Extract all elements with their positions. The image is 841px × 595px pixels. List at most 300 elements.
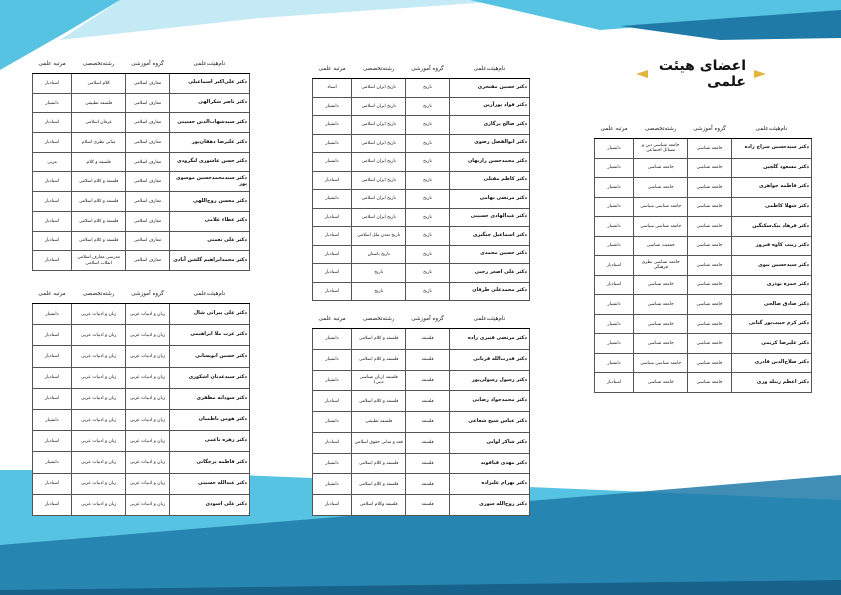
department-cell: جامعه شناسی: [688, 139, 731, 159]
table-row: [33, 152, 250, 172]
column-header: نام‌هیئت‌علمی: [449, 310, 529, 329]
specialty-cell: فلسفه و کلام اسلامی: [352, 329, 406, 350]
department-cell: معارف اسلامی: [126, 152, 169, 172]
rank-cell: استادیار: [33, 113, 72, 133]
column-header: نام‌هیئت‌علمی: [169, 55, 249, 74]
table-row: [33, 211, 250, 231]
rank-cell: استادیار: [313, 432, 352, 453]
department-cell: معارف اسلامی: [126, 133, 169, 153]
table-row: [595, 314, 812, 334]
rank-cell: استادیار: [33, 74, 72, 94]
faculty-name-cell: دکتر عباس شیخ شعاعی: [449, 412, 529, 433]
faculty-name-cell: دکتر علی اسودی: [169, 494, 249, 515]
specialty-cell: کلام اسلامی: [72, 74, 126, 94]
specialty-cell: فلسفه و کلام اسلامی: [352, 349, 406, 370]
rank-cell: استادیار: [313, 391, 352, 412]
rank-cell: استادیار: [313, 282, 352, 301]
department-cell: جامعه شناسی: [688, 256, 731, 276]
faculty-name-cell: دکتر سودابه مظفری: [169, 388, 249, 409]
department-cell: معارف اسلامی: [126, 251, 169, 271]
column-header: رشته‌تخصصی: [634, 120, 688, 139]
faculty-name-cell: دکتر فرهاد بیک‌سکنگین: [731, 217, 811, 237]
column-header: رشته‌تخصصی: [72, 55, 126, 74]
specialty-cell: جامعه شناسی: [634, 314, 688, 334]
rank-cell: استادیار: [33, 494, 72, 515]
column-header: نام‌هیئت‌علمی: [731, 120, 811, 139]
faculty-name-cell: دکتر رسول رسولی‌پور: [449, 370, 529, 391]
rank-cell: دانشیار: [313, 97, 352, 116]
rank-cell: استادیار: [33, 473, 72, 494]
specialty-cell: زبان و ادبیات عربی: [72, 346, 126, 367]
table-row: [313, 97, 530, 116]
faculty-name-cell: دکتر عطاء غلامی: [169, 211, 249, 231]
column-header: مرتبه علمی: [33, 285, 72, 304]
faculty-name-cell: دکتر فاطمه پرچگانی: [169, 452, 249, 473]
column-header: گروه آموزشی: [126, 285, 169, 304]
specialty-cell: جامعه شناسی سیاسی: [634, 217, 688, 237]
specialty-cell: جامعه شناسی: [634, 373, 688, 393]
table-row: [33, 325, 250, 346]
specialty-cell: زبان و ادبیات عربی: [72, 304, 126, 325]
faculty-name-cell: دکتر علی پیرانی شال: [169, 304, 249, 325]
rank-cell: استادیار: [313, 227, 352, 246]
specialty-cell: زبان و ادبیات عربی: [72, 431, 126, 452]
table-row: [595, 197, 812, 217]
column-header: نام‌هیئت‌علمی: [169, 285, 249, 304]
faculty-name-cell: دکتر عبدالله حسینی: [169, 473, 249, 494]
rank-cell: دانشیار: [33, 93, 72, 113]
table-row: [313, 495, 530, 516]
department-cell: معارف اسلامی: [126, 192, 169, 212]
rank-cell: دانشیار: [595, 217, 634, 237]
specialty-cell: تاریخ ایران اسلامی: [352, 134, 406, 153]
column-header: رشته‌تخصصی: [352, 310, 406, 329]
table-row: [595, 236, 812, 256]
table-row: [313, 370, 530, 391]
specialty-cell: جامعه شناسی: [634, 158, 688, 178]
department-cell: فلسفه: [406, 412, 449, 433]
table-row: [313, 282, 530, 301]
table-header-row: [33, 55, 250, 74]
faculty-name-cell: دکتر روح‌الله سوری: [449, 495, 529, 516]
faculty-name-cell: دکتر زینب کاوه فیروز: [731, 236, 811, 256]
faculty-table-islamic-studies: [32, 55, 250, 270]
faculty-name-cell: دکتر اسماعیل چنگیزی: [449, 227, 529, 246]
specialty-cell: تاریخ: [352, 282, 406, 301]
rank-cell: استادیار: [313, 208, 352, 227]
faculty-name-cell: دکتر علیرضا کریمی: [731, 334, 811, 354]
table-row: [313, 190, 530, 209]
page-title: اعضای هیئت علمی: [658, 58, 746, 90]
specialty-cell: جامعه شناسی سیاسی: [634, 353, 688, 373]
table-row: [33, 172, 250, 192]
specialty-cell: زبان و ادبیات عربی: [72, 409, 126, 430]
table-header-row: [313, 310, 530, 329]
table-row: [33, 431, 250, 452]
faculty-name-cell: دکتر فواد پورآرین: [449, 97, 529, 116]
department-cell: جامعه شناسی: [688, 178, 731, 198]
specialty-cell: تاریخ باستان: [352, 245, 406, 264]
rank-cell: دانشیار: [595, 197, 634, 217]
page-title-block: [636, 58, 766, 90]
rank-cell: دانشیار: [313, 370, 352, 391]
table2-grid: [32, 285, 250, 516]
faculty-name-cell: دکتر مرتضی قنبری زاده: [449, 329, 529, 350]
rank-cell: استادیار: [33, 431, 72, 452]
table-row: [595, 256, 812, 276]
specialty-cell: زبان و ادبیات عربی: [72, 473, 126, 494]
department-cell: تاریخ: [406, 134, 449, 153]
specialty-cell: تاریخ ایران اسلامی: [352, 97, 406, 116]
department-cell: فلسفه: [406, 495, 449, 516]
specialty-cell: تاریخ ایران اسلامی: [352, 208, 406, 227]
department-cell: جامعه شناسی: [688, 158, 731, 178]
specialty-cell: مبانی نظری اسلام: [72, 133, 126, 153]
faculty-name-cell: دکتر کرم حبیب‌پور گتابی: [731, 314, 811, 334]
department-cell: تاریخ: [406, 282, 449, 301]
column-header: مرتبه علمی: [595, 120, 634, 139]
department-cell: جامعه شناسی: [688, 275, 731, 295]
faculty-name-cell: دکتر حسن عاشوری لنگرودی: [169, 152, 249, 172]
column-header: مرتبه علمی: [313, 310, 352, 329]
department-cell: معارف اسلامی: [126, 172, 169, 192]
specialty-cell: تاریخ ایران اسلامی: [352, 79, 406, 98]
rank-cell: استادیار: [595, 256, 634, 276]
table-row: [33, 452, 250, 473]
department-cell: فلسفه: [406, 370, 449, 391]
rank-cell: دانشیار: [313, 329, 352, 350]
department-cell: زبان و ادبیات عربی: [126, 494, 169, 515]
rank-cell: دانشیار: [33, 304, 72, 325]
column-header: مرتبه علمی: [313, 60, 352, 79]
rank-cell: استادیار: [33, 388, 72, 409]
department-cell: فلسفه: [406, 474, 449, 495]
department-cell: زبان و ادبیات عربی: [126, 388, 169, 409]
specialty-cell: زبان و ادبیات عربی: [72, 367, 126, 388]
specialty-cell: تاریخ: [352, 264, 406, 283]
rank-cell: استادیار: [595, 373, 634, 393]
table-row: [33, 473, 250, 494]
rank-cell: استادیار: [313, 264, 352, 283]
faculty-name-cell: دکتر زهره ناعمی: [169, 431, 249, 452]
faculty-name-cell: دکتر سیدمحمدحسین موسوی پور: [169, 172, 249, 192]
table-row: [313, 432, 530, 453]
column-header: گروه آموزشی: [688, 120, 731, 139]
faculty-name-cell: دکتر سیدعدنان اشکوری: [169, 367, 249, 388]
department-cell: جامعه شناسی: [688, 217, 731, 237]
table-row: [313, 227, 530, 246]
rank-cell: دانشیار: [595, 158, 634, 178]
specialty-cell: فلسفه و کلام اسلامی: [72, 231, 126, 251]
table-row: [313, 79, 530, 98]
department-cell: معارف اسلامی: [126, 74, 169, 94]
department-cell: فلسفه: [406, 329, 449, 350]
rank-cell: استادیار: [595, 275, 634, 295]
title-arrow-left-icon: [636, 70, 648, 78]
faculty-table-arabic: [32, 285, 250, 515]
rank-cell: استادیار: [33, 172, 72, 192]
department-cell: معارف اسلامی: [126, 113, 169, 133]
rank-cell: دانشیار: [595, 178, 634, 198]
table-header-row: [595, 120, 812, 139]
table-row: [33, 231, 250, 251]
rank-cell: دانشیار: [595, 295, 634, 315]
table5-grid: [594, 120, 812, 393]
department-cell: جامعه شناسی: [688, 295, 731, 315]
table-row: [313, 412, 530, 433]
department-cell: جامعه شناسی: [688, 334, 731, 354]
faculty-name-cell: دکتر هومن ناظمیان: [169, 409, 249, 430]
specialty-cell: زبان و ادبیات عربی: [72, 388, 126, 409]
table-header-row: [313, 60, 530, 79]
rank-cell: دانشیار: [595, 314, 634, 334]
department-cell: تاریخ: [406, 171, 449, 190]
rank-cell: استادیار: [313, 245, 352, 264]
faculty-name-cell: دکتر سیدحسین نبوی: [731, 256, 811, 276]
department-cell: معارف اسلامی: [126, 231, 169, 251]
department-cell: فلسفه: [406, 391, 449, 412]
specialty-cell: جامعه شناسی دین و مسائل اجتماعی: [634, 139, 688, 159]
specialty-cell: فلسفه و کلام اسلامی: [352, 391, 406, 412]
department-cell: جامعه شناسی: [688, 314, 731, 334]
rank-cell: دانشیار: [313, 349, 352, 370]
rank-cell: دانشیار: [313, 453, 352, 474]
table-row: [33, 494, 250, 515]
specialty-cell: تاریخ ایران اسلامی: [352, 171, 406, 190]
table-row: [595, 158, 812, 178]
department-cell: معارف اسلامی: [126, 93, 169, 113]
faculty-name-cell: دکتر سیدحسین سراج زاده: [731, 139, 811, 159]
rank-cell: مربی: [33, 152, 72, 172]
column-header: نام‌هیئت‌علمی: [449, 60, 529, 79]
column-header: گروه آموزشی: [406, 60, 449, 79]
rank-cell: استادیار: [33, 325, 72, 346]
table-row: [313, 349, 530, 370]
table-row: [33, 113, 250, 133]
table-row: [313, 245, 530, 264]
specialty-cell: فلسفه و کلام اسلامی: [352, 474, 406, 495]
faculty-name-cell: دکتر محمدابراهیم گلشن آبادی: [169, 251, 249, 271]
faculty-name-cell: دکتر مرتضی نهامی: [449, 190, 529, 209]
department-cell: زبان و ادبیات عربی: [126, 346, 169, 367]
specialty-cell: تاریخ ایران اسلامی: [352, 116, 406, 135]
rank-cell: استادیار: [33, 231, 72, 251]
table-row: [33, 388, 250, 409]
specialty-cell: فلسفه و کلام اسلامی: [72, 172, 126, 192]
rank-cell: استادیار: [33, 133, 72, 153]
specialty-cell: تاریخ ایران اسلامی: [352, 153, 406, 172]
column-header: گروه آموزشی: [406, 310, 449, 329]
department-cell: تاریخ: [406, 264, 449, 283]
specialty-cell: فلسفه تطبیقی: [72, 93, 126, 113]
faculty-table-philosophy: [312, 310, 530, 515]
faculty-name-cell: دکتر حمزه نوذری: [731, 275, 811, 295]
faculty-name-cell: دکتر عزت ملا ابراهیمی: [169, 325, 249, 346]
table3-grid: [312, 60, 530, 301]
faculty-name-cell: دکتر کاظم مقتلی: [449, 171, 529, 190]
specialty-cell: فقه و مبانی حقوق اسلامی: [352, 432, 406, 453]
column-header: رشته‌تخصصی: [352, 60, 406, 79]
specialty-cell: زبان و ادبیات عربی: [72, 494, 126, 515]
title-arrow-right-icon: [754, 70, 766, 78]
faculty-name-cell: دکتر عبدالهادی حسینی: [449, 208, 529, 227]
faculty-name-cell: دکتر بهرام علیزاده: [449, 474, 529, 495]
rank-cell: استادیار: [33, 367, 72, 388]
department-cell: تاریخ: [406, 190, 449, 209]
table-row: [33, 74, 250, 94]
department-cell: جامعه شناسی: [688, 373, 731, 393]
rank-cell: استادیار: [313, 171, 352, 190]
specialty-cell: جامعه شناسی: [634, 178, 688, 198]
table-row: [313, 474, 530, 495]
faculty-name-cell: دکتر علی نعمتی: [169, 231, 249, 251]
specialty-cell: جامعه شناسی نظری فرهنگی: [634, 256, 688, 276]
specialty-cell: فلسفه وکلام اسلامی: [352, 495, 406, 516]
faculty-name-cell: دکتر شهلا کاظمی: [731, 197, 811, 217]
rank-cell: دانشیار: [33, 409, 72, 430]
department-cell: فلسفه: [406, 432, 449, 453]
specialty-cell: فلسفه تطبیقی: [352, 412, 406, 433]
department-cell: جامعه شناسی: [688, 353, 731, 373]
rank-cell: دانشیار: [313, 134, 352, 153]
faculty-name-cell: دکتر حسین مفتخری: [449, 79, 529, 98]
specialty-cell: مدرسی معارف اسلامی انقلاب اسلامی: [72, 251, 126, 271]
department-cell: زبان و ادبیات عربی: [126, 431, 169, 452]
rank-cell: دانشیار: [313, 116, 352, 135]
specialty-cell: فلسفه و کلام: [72, 152, 126, 172]
department-cell: تاریخ: [406, 153, 449, 172]
faculty-name-cell: دکتر علی اصغر رجبی: [449, 264, 529, 283]
rank-cell: استادیار: [33, 211, 72, 231]
table-row: [33, 192, 250, 212]
specialty-cell: فلسفه و کلام اسلامی: [352, 453, 406, 474]
rank-cell: دانشیار: [313, 190, 352, 209]
department-cell: تاریخ: [406, 97, 449, 116]
faculty-table-sociology: [594, 120, 812, 392]
table4-grid: [312, 310, 530, 516]
table-row: [33, 367, 250, 388]
faculty-name-cell: دکتر صالح پرگاری: [449, 116, 529, 135]
table-row: [595, 373, 812, 393]
department-cell: زبان و ادبیات عربی: [126, 473, 169, 494]
rank-cell: دانشیار: [313, 474, 352, 495]
faculty-name-cell: دکتر صادق صالحی: [731, 295, 811, 315]
specialty-cell: فلسفه و کلام اسلامی: [72, 192, 126, 212]
rank-cell: دانشیار: [313, 412, 352, 433]
faculty-name-cell: دکتر ابوالفضل رضوی: [449, 134, 529, 153]
specialty-cell: زبان و ادبیات عربی: [72, 452, 126, 473]
specialty-cell: جامعه شناسی سیاسی: [634, 197, 688, 217]
rank-cell: استادیار: [33, 251, 72, 271]
rank-cell: دانشیار: [595, 236, 634, 256]
table-row: [595, 295, 812, 315]
table-row: [313, 171, 530, 190]
table-row: [595, 178, 812, 198]
table-row: [313, 134, 530, 153]
specialty-cell: فلسفه و کلام اسلامی: [72, 211, 126, 231]
rank-cell: استادیار: [33, 346, 72, 367]
table-row: [595, 275, 812, 295]
department-cell: تاریخ: [406, 79, 449, 98]
rank-cell: دانشیار: [595, 139, 634, 159]
table-row: [595, 217, 812, 237]
rank-cell: استاد: [313, 79, 352, 98]
table1-grid: [32, 55, 250, 271]
rank-cell: دانشیار: [595, 334, 634, 354]
department-cell: معارف اسلامی: [126, 211, 169, 231]
department-cell: فلسفه: [406, 453, 449, 474]
department-cell: زبان و ادبیات عربی: [126, 325, 169, 346]
rank-cell: استادیار: [33, 192, 72, 212]
table-row: [313, 153, 530, 172]
faculty-name-cell: دکتر مسعود گلچین: [731, 158, 811, 178]
department-cell: زبان و ادبیات عربی: [126, 409, 169, 430]
table-row: [313, 208, 530, 227]
faculty-name-cell: دکتر محمدحسن رازنهان: [449, 153, 529, 172]
department-cell: تاریخ: [406, 245, 449, 264]
table-row: [313, 116, 530, 135]
faculty-name-cell: دکتر صلاح‌الدین قادری: [731, 353, 811, 373]
faculty-name-cell: دکتر محمدعلی طرفان: [449, 282, 529, 301]
specialty-cell: تاریخ تمدن ملل اسلامی: [352, 227, 406, 246]
column-header: گروه آموزشی: [126, 55, 169, 74]
department-cell: جامعه شناسی: [688, 236, 731, 256]
table-row: [313, 391, 530, 412]
rank-cell: دانشیار: [33, 452, 72, 473]
table-row: [313, 264, 530, 283]
table-row: [33, 346, 250, 367]
faculty-name-cell: دکتر قدرت‌الله قربانی: [449, 349, 529, 370]
faculty-name-cell: دکتر مهدی قیاقوند: [449, 453, 529, 474]
specialty-cell: جامعه شناسی: [634, 275, 688, 295]
department-cell: زبان و ادبیات عربی: [126, 452, 169, 473]
department-cell: جامعه شناسی: [688, 197, 731, 217]
table-row: [313, 329, 530, 350]
department-cell: تاریخ: [406, 116, 449, 135]
specialty-cell: فلسفه (زبان شناسی دینی): [352, 370, 406, 391]
table-row: [33, 251, 250, 271]
faculty-name-cell: دکتر محسن روح‌اللهی: [169, 192, 249, 212]
department-cell: زبان و ادبیات عربی: [126, 304, 169, 325]
specialty-cell: جامعه شناسی: [634, 334, 688, 354]
department-cell: تاریخ: [406, 208, 449, 227]
faculty-name-cell: دکتر ناصر شکرالهی: [169, 93, 249, 113]
faculty-name-cell: دکتر علیرضا دهقان‌پور: [169, 133, 249, 153]
table-row: [595, 139, 812, 159]
table-header-row: [33, 285, 250, 304]
column-header: رشته‌تخصصی: [72, 285, 126, 304]
faculty-name-cell: دکتر حسین ابویسانی: [169, 346, 249, 367]
rank-cell: دانشیار: [313, 153, 352, 172]
table-row: [33, 133, 250, 153]
specialty-cell: عرفان اسلامی: [72, 113, 126, 133]
table-row: [595, 353, 812, 373]
faculty-name-cell: دکتر سیدشهاب‌الدین حسینی: [169, 113, 249, 133]
department-cell: فلسفه: [406, 349, 449, 370]
faculty-name-cell: دکتر شاکر لوایی: [449, 432, 529, 453]
department-cell: زبان و ادبیات عربی: [126, 367, 169, 388]
faculty-name-cell: دکتر اعظم زینله وری: [731, 373, 811, 393]
table-row: [595, 334, 812, 354]
faculty-table-history: [312, 60, 530, 300]
table-row: [33, 409, 250, 430]
table-row: [33, 304, 250, 325]
rank-cell: دانشیار: [595, 353, 634, 373]
table-row: [313, 453, 530, 474]
faculty-name-cell: دکتر حسین محمدی: [449, 245, 529, 264]
department-cell: تاریخ: [406, 227, 449, 246]
faculty-name-cell: دکتر فاطمه جواهری: [731, 178, 811, 198]
